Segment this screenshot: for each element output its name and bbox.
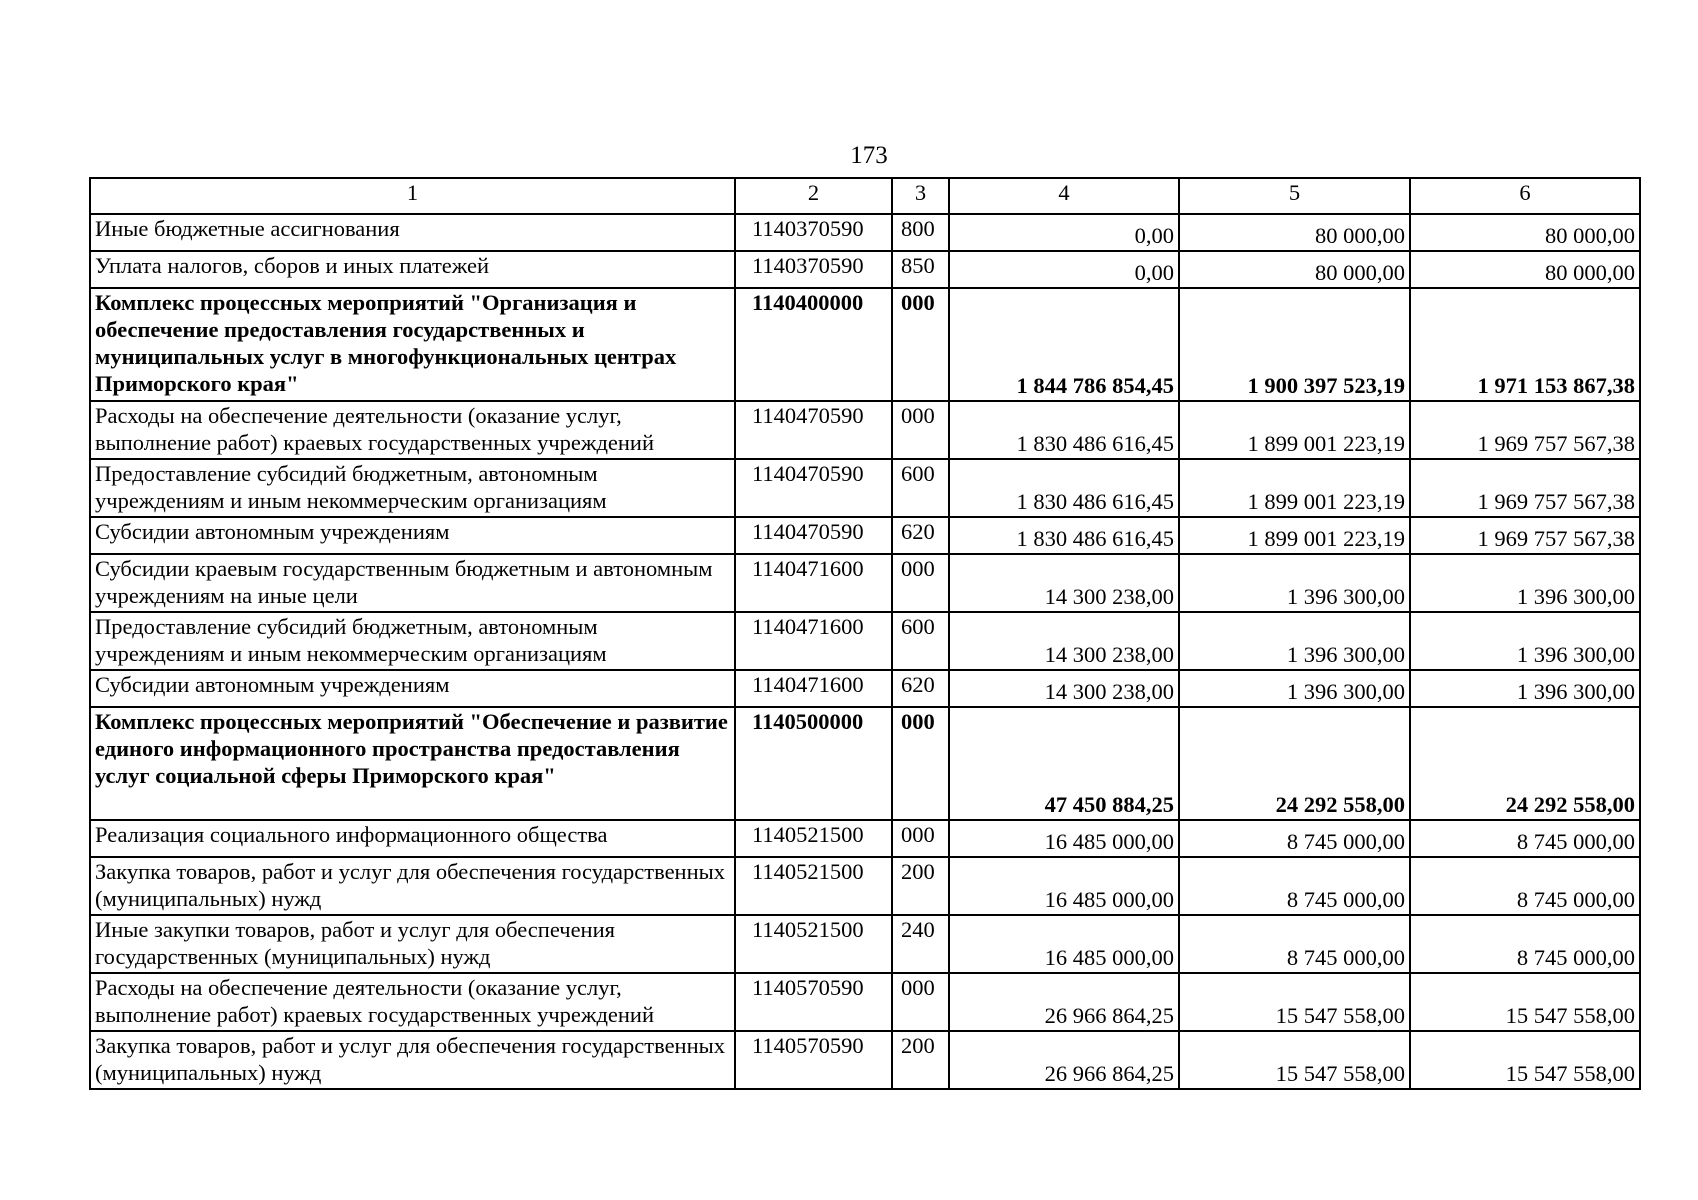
row-expense-type-cell: 620 [892,670,949,707]
row-code-cell: 1140400000 [735,288,892,401]
table-row [90,1031,1640,1089]
row-year2-amount: 1 900 397 523,19 [1179,288,1410,401]
budget-table [89,177,1641,1090]
row-year2-amount: 1 899 001 223,19 [1179,459,1410,517]
row-name-cell: Реализация социального информационного общества [90,820,735,857]
table-row-section [90,707,1640,820]
row-year3-amount: 80 000,00 [1410,214,1640,251]
row-code-cell: 1140521500 [735,820,892,857]
row-expense-type-cell: 000 [892,707,949,820]
column-header-2: 2 [735,178,892,214]
row-year1-amount: 16 485 000,00 [949,820,1179,857]
row-year2-amount: 1 396 300,00 [1179,554,1410,612]
row-year1-amount: 1 844 786 854,45 [949,288,1179,401]
row-name-cell: Иные закупки товаров, работ и услуг для обеспечения государственных (муниципальных) нужд [90,915,735,973]
row-code-cell: 1140370590 [735,251,892,288]
row-expense-type-cell: 000 [892,401,949,459]
row-year2-amount: 24 292 558,00 [1179,707,1410,820]
row-year1-amount: 0,00 [949,251,1179,288]
row-year1-amount: 14 300 238,00 [949,554,1179,612]
table-row-section [90,288,1640,401]
column-header-6: 6 [1410,178,1640,214]
row-year1-amount: 1 830 486 616,45 [949,517,1179,554]
row-year3-amount: 8 745 000,00 [1410,915,1640,973]
row-year2-amount: 15 547 558,00 [1179,973,1410,1031]
row-year2-amount: 1 899 001 223,19 [1179,401,1410,459]
row-year1-amount: 26 966 864,25 [949,973,1179,1031]
row-expense-type-cell: 000 [892,973,949,1031]
row-year2-amount: 8 745 000,00 [1179,820,1410,857]
row-year1-amount: 16 485 000,00 [949,915,1179,973]
table-row [90,251,1640,288]
row-expense-type-cell: 000 [892,820,949,857]
row-name-cell: Расходы на обеспечение деятельности (оказание услуг, выполнение работ) краевых государственных учреждений [90,973,735,1031]
row-code-cell: 1140471600 [735,670,892,707]
row-year1-amount: 16 485 000,00 [949,857,1179,915]
row-name-cell: Иные бюджетные ассигнования [90,214,735,251]
row-year3-amount: 15 547 558,00 [1410,1031,1640,1089]
row-code-cell: 1140470590 [735,401,892,459]
row-code-cell: 1140521500 [735,915,892,973]
column-header-4: 4 [949,178,1179,214]
row-year2-amount: 8 745 000,00 [1179,857,1410,915]
row-code-cell: 1140370590 [735,214,892,251]
table-row [90,554,1640,612]
row-expense-type-cell: 240 [892,915,949,973]
row-name-cell: Предоставление субсидий бюджетным, автономным учреждениям и иным некоммерческим организациям [90,612,735,670]
row-expense-type-cell: 800 [892,214,949,251]
row-name-cell: Расходы на обеспечение деятельности (оказание услуг, выполнение работ) краевых государственных учреждений [90,401,735,459]
row-year1-amount: 1 830 486 616,45 [949,401,1179,459]
row-year1-amount: 0,00 [949,214,1179,251]
row-year2-amount: 15 547 558,00 [1179,1031,1410,1089]
row-year3-amount: 1 396 300,00 [1410,612,1640,670]
table-row [90,459,1640,517]
table-row [90,820,1640,857]
row-year2-amount: 1 396 300,00 [1179,670,1410,707]
column-number-header-row [90,178,1640,214]
row-expense-type-cell: 850 [892,251,949,288]
row-name-cell: Субсидии автономным учреждениям [90,670,735,707]
row-year2-amount: 1 899 001 223,19 [1179,517,1410,554]
row-name-cell: Субсидии краевым государственным бюджетным и автономным учреждениям на иные цели [90,554,735,612]
row-year1-amount: 14 300 238,00 [949,612,1179,670]
column-header-1: 1 [90,178,735,214]
row-year1-amount: 26 966 864,25 [949,1031,1179,1089]
table-row [90,214,1640,251]
row-year2-amount: 80 000,00 [1179,251,1410,288]
row-year3-amount: 1 396 300,00 [1410,670,1640,707]
row-expense-type-cell: 000 [892,554,949,612]
table-row [90,670,1640,707]
row-name-cell: Комплекс процессных мероприятий "Обеспечение и развитие единого информационного пространства предоставления услуг социальной сферы Приморского края" [90,707,735,820]
row-year3-amount: 8 745 000,00 [1410,857,1640,915]
row-name-cell: Субсидии автономным учреждениям [90,517,735,554]
column-header-5: 5 [1179,178,1410,214]
table-row [90,517,1640,554]
row-expense-type-cell: 600 [892,612,949,670]
row-name-cell: Предоставление субсидий бюджетным, автономным учреждениям и иным некоммерческим организациям [90,459,735,517]
column-header-3: 3 [892,178,949,214]
row-year3-amount: 80 000,00 [1410,251,1640,288]
row-name-cell: Закупка товаров, работ и услуг для обеспечения государственных (муниципальных) нужд [90,857,735,915]
row-expense-type-cell: 200 [892,857,949,915]
row-code-cell: 1140521500 [735,857,892,915]
row-expense-type-cell: 620 [892,517,949,554]
row-year3-amount: 24 292 558,00 [1410,707,1640,820]
table-row [90,612,1640,670]
table-row [90,401,1640,459]
row-year1-amount: 1 830 486 616,45 [949,459,1179,517]
row-year3-amount: 1 969 757 567,38 [1410,401,1640,459]
page-number: 173 [850,142,888,169]
row-year3-amount: 1 969 757 567,38 [1410,459,1640,517]
row-expense-type-cell: 600 [892,459,949,517]
row-year2-amount: 80 000,00 [1179,214,1410,251]
row-year3-amount: 15 547 558,00 [1410,973,1640,1031]
row-year1-amount: 14 300 238,00 [949,670,1179,707]
row-code-cell: 1140471600 [735,554,892,612]
table-row [90,915,1640,973]
row-code-cell: 1140470590 [735,517,892,554]
row-expense-type-cell: 000 [892,288,949,401]
row-year3-amount: 1 971 153 867,38 [1410,288,1640,401]
row-year2-amount: 1 396 300,00 [1179,612,1410,670]
row-code-cell: 1140471600 [735,612,892,670]
row-name-cell: Закупка товаров, работ и услуг для обеспечения государственных (муниципальных) нужд [90,1031,735,1089]
row-name-cell: Уплата налогов, сборов и иных платежей [90,251,735,288]
row-year2-amount: 8 745 000,00 [1179,915,1410,973]
row-year3-amount: 1 396 300,00 [1410,554,1640,612]
row-expense-type-cell: 200 [892,1031,949,1089]
table-row [90,973,1640,1031]
row-code-cell: 1140570590 [735,973,892,1031]
row-code-cell: 1140570590 [735,1031,892,1089]
table-row [90,857,1640,915]
row-year1-amount: 47 450 884,25 [949,707,1179,820]
row-code-cell: 1140470590 [735,459,892,517]
row-year3-amount: 8 745 000,00 [1410,820,1640,857]
row-year3-amount: 1 969 757 567,38 [1410,517,1640,554]
row-code-cell: 1140500000 [735,707,892,820]
row-name-cell: Комплекс процессных мероприятий "Организация и обеспечение предоставления государственных и муниципальных услуг в многофункциональных центрах Приморского края" [90,288,735,401]
